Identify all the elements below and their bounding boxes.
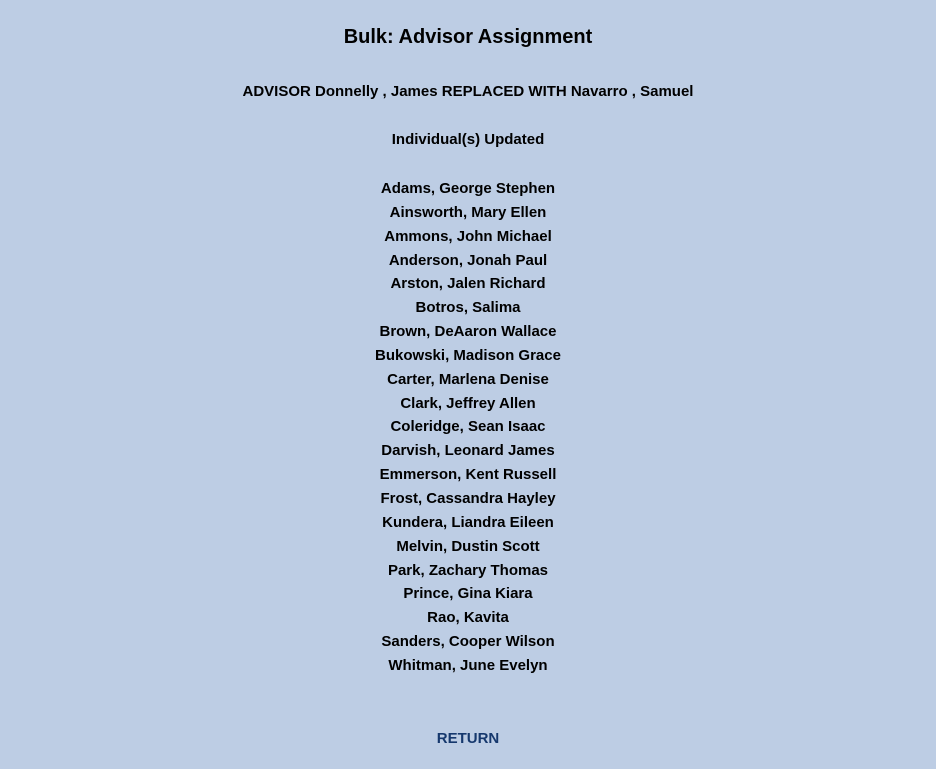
return-link[interactable]: RETURN (436, 729, 500, 747)
individual-name: Brown, DeAaron Wallace (379, 323, 557, 341)
individual-name: Botros, Salima (415, 299, 521, 317)
individual-name: Adams, George Stephen (380, 180, 556, 197)
advisor-replacement-message: ADVISOR Donnelly , James REPLACED WITH Navarro , Samuel (242, 83, 694, 100)
individual-name: Frost, Cassandra Hayley (380, 489, 556, 507)
individual-name: Bukowski, Madison Grace (375, 346, 561, 364)
individual-name: Rao, Kavita (427, 609, 509, 627)
page-title: Bulk: Advisor Assignment (343, 26, 593, 48)
return-row (0, 730, 936, 748)
individual-name: Whitman, June Evelyn (388, 656, 548, 674)
individual-name: Coleridge, Sean Isaac (390, 418, 546, 436)
individual-name: Kundera, Liandra Eileen (382, 513, 554, 531)
individual-name: Ammons, John Michael (384, 227, 552, 245)
individual-name: Prince, Gina Kiara (403, 585, 533, 603)
individuals-updated-heading: Individual(s) Updated (391, 131, 545, 148)
individual-name: Ainsworth, Mary Ellen (389, 203, 547, 221)
individual-name: Park, Zachary Thomas (387, 561, 549, 579)
individual-name: Sanders, Cooper Wilson (381, 633, 555, 651)
individual-name: Emmerson, Kent Russell (379, 466, 557, 484)
individual-name: Carter, Marlena Denise (387, 370, 549, 388)
individuals-list (0, 177, 936, 678)
individual-name: Clark, Jeffrey Allen (400, 394, 536, 412)
individual-name: Darvish, Leonard James (381, 442, 555, 460)
individual-name: Melvin, Dustin Scott (396, 537, 540, 555)
individual-name: Anderson, Jonah Paul (388, 251, 548, 269)
individual-name: Arston, Jalen Richard (390, 275, 546, 293)
